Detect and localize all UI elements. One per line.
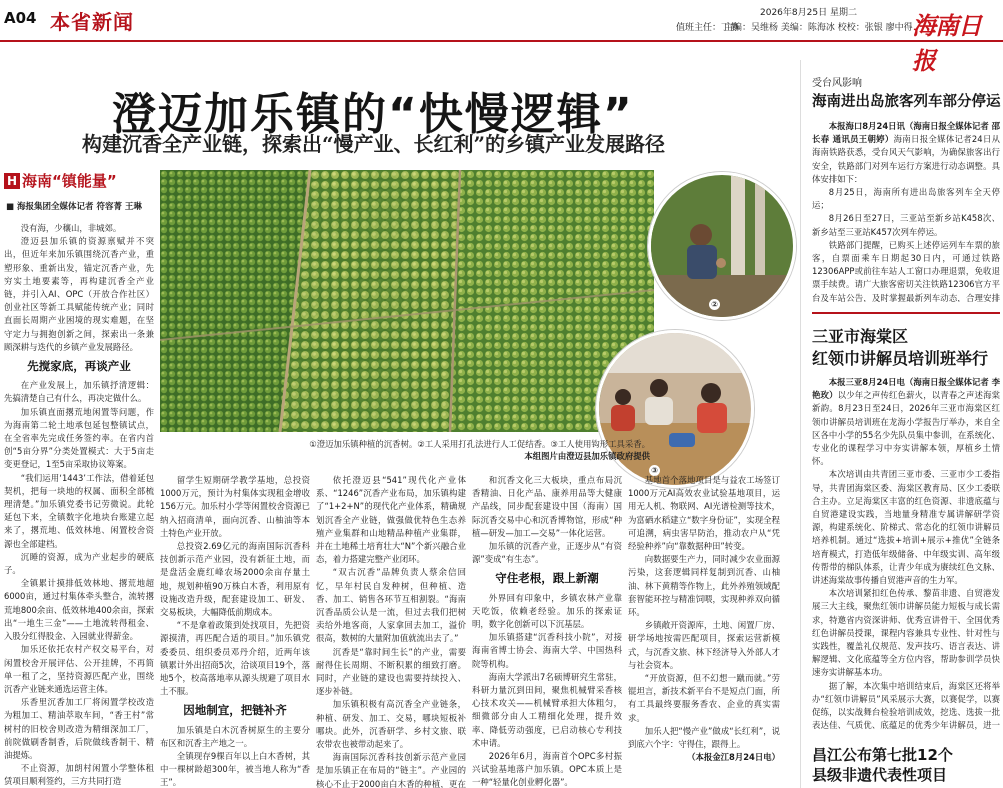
column-label [4,170,154,192]
issue-date: 2026年8月25日 星期二 [760,8,857,18]
paragraph-text: 8月25日，海南所有进出岛旅客列车全天停运； [812,187,1000,211]
page-number: A04 [4,9,37,27]
article-column-5 [628,474,780,788]
news1-body [812,120,1000,302]
paragraph: 沉香是“靠时间生长”的产业，需要耐得住长周期、不断积累的细致打磨。同时，产业链的建设也需要持续投入、逐步补链。 [316,646,466,697]
byline: （海南日报全媒体记者 李艳玫） [812,377,1000,401]
photo-badge-2: ② [709,299,720,310]
headline: 澄迈加乐镇的“快慢逻辑” [112,89,634,140]
news2-body [812,376,1000,732]
paragraph-text: 据了解，本次集中培训结束后，海棠区还将举办“红领巾讲解员”风采展示大赛，以赛促学，以赛促练，以实战舞台检验培训成效，挖选、选拔一批表达佳、气质优、底蕴足的优秀少年讲解员，进一 [812,680,1000,731]
paragraph: 不止资源，加朗村闲置小学整体租赁项目顺利签约，三方共同打造 [4,763,154,787]
byline: （海南日报全媒体记者 邵长春 通讯员王朝婷） [812,121,1000,145]
news2-title-line2: 红领巾讲解员培训班举行 [812,349,989,368]
aerial-plantation-photo [160,170,654,432]
author-line: ■ 海报集团全媒体记者 符容菁 王琳 [6,202,142,212]
news2-title-line1: 三亚市海棠区 [812,327,909,346]
photo-caption [240,438,650,462]
paragraph-text: 8月26日至27日，三亚站至新乡站K458次、新乡站至三亚站K457次列车停运。 [812,213,1000,237]
paragraph-text: 本次培训由共青团三亚市委、三亚市少工委指导，共青团海棠区委、海棠区教育局、区少工委联合主办。立足海棠区丰富的红色资源、非遗底蕴与自贸港建设实践，当地量身精准专属讲解研学资源，构建系统化、阶梯式、常态化的红领巾讲解员培养机制。通过“选拔+培训+展示+推优”全链条培育模式，打造低年级储备、中年级实训、高年级传帮带的梯队体系，让青少年成为赓续红色文脉、讲述海棠故事传播自贸港声音的生力军。 [812,469,1000,586]
paragraph: 澄迈县加乐镇的资源禀赋并不突出，但近年来加乐镇围绕沉香产业，重塑形象、重新出发，锚定沉香产业，先穷实土地要素等，再构建沉香全产业链，并引入AI、OPC（开放合作社区）创业社区等新工具赋能传统产业；同时直面长周期产业困境的现实难题，在坚守定力与拥抱创新之间，探索出一条兼顾深耕与迭代的乡镇产业发展路径。 [4,236,154,352]
paragraph: 和沉香文化三大板块，重点布局沉香精油、日化产品、康养用品等大健康产品线，同步配套建设中国（海南）国际沉香交易中心和沉香博物馆，形成“种植—研发—加工—交易”一体化运营。 [472,475,622,538]
section-heading: 先搅家底，再谈产业 [27,359,131,374]
dateline: 本报海口8月24日讯 [828,121,905,131]
paragraph: 乐香里沉香加工厂将闲置学校改造为粗加工、精油萃取车间，“香王村”常树村的旧校舍则改造为精细深加工厂，前院做刷香制香，后院做线香制干、精油提炼。 [4,697,154,760]
paragraph: 加乐镇积极有高沉香全产业链条，种植、研发、加工、交易，哪块短板补哪块。此外，沉香研学、乡村文旅、联农带农也被带动起来了。 [316,699,466,750]
paragraph: 2026年6月，海南首个OPC多村振兴试验基地落户加乐镇。OPC本质上是一种“轻量化创业孵化器”。 [472,751,622,788]
article-column-1 [4,222,154,788]
paragraph: 加乐镇搭建“沉香科技小院”，对接海南省博士协会、海南大学、中国热科院等机构。 [472,632,622,669]
section-heading: 因地制宜，把链补齐 [183,703,287,718]
paragraph: 沉睡的资源，成为产业起步的硬底子。 [4,551,154,576]
article-column-4 [472,474,622,788]
section-title: 本省新闻 [50,10,134,34]
news2-rule [812,312,1000,314]
worker-photo-circle [648,172,796,320]
paragraph: 全镇累计摸排低效林地、撂荒地超6000亩，通过村集体牵头整合，流转撂荒地800余亩、低效林地400余亩，探索出“一地生三金”——土地流转得租金、入股分红得股金、入园就业得薪金。 [4,578,154,642]
paragraph: 加乐镇直面撂荒地闲置等问题，作为海南第二轮土地承包延包整镇试点，在全省率先完成任务签约率。在省内首创“5亩分界”分类处置模式：大于5亩走变更登记，1至5亩采取协议筹案。 [4,406,154,470]
paragraph: 依托澄迈县“541”现代化产业体系、“1246”沉香产业布局，加乐镇构建了“1+2+N”的现代化产业体系，精确规划沉香全产业链，做强做优特色生态养殖产业集群和山地精品种植产业集群，并在土地稀土培育壮大“N”个新兴融合业态，着力搭建完整产业闭环。 [316,475,466,565]
paragraph: 加乐人把“慢产业”做成“长红利”，说到底六个字：守得住，跟得上。 [628,725,780,750]
paragraph: “开放资源，但不幻想一蹴而就。”劳锟坦言，新技术新平台不是短点门面，所有工具最终要服务香农、企业的真实需求。 [628,673,780,723]
paragraph: 总投资2.69亿元的海南国际沉香科技创新示范产业园，没有新征土地，而是盘活金鹿红峰农场2000余亩存量土地，规划种植90万株白木香，利用原有设施改造升级，配套建设加工、研发、交易板块，大幅降低前期成本。 [160,541,310,618]
paragraph: “不是拿着政策到处找项目，先把资源摸清，再匹配合适的项目。”加乐镇党委委员、组织委员邓丹介绍，近两年该镇累计外出招商5次，洽谈项目19个，落地5个，校高落地率从源头规避了项目水土不服。 [160,620,310,697]
column-name: 海南“镇能量” [22,172,117,190]
paragraph: （本报金江8月24日电） [687,752,780,763]
paragraph [812,186,1000,212]
photo-credit: 本组图片由澄迈县加乐镇政府提供 [524,451,650,461]
photo-badge-3: ③ [649,465,660,476]
paragraph: 加乐镇的沉香产业，正逐步从“有资源”变成“有生态”。 [472,541,622,565]
paragraph: “我们运用‘1443’工作法，借着延包契机，把每一块地的权属、面积全部梳理清楚。”加乐镇党委书记劳微说。此轮延包下来，全镇数字化地块台账建立起来了，撂荒地、低效林地、闲置校舍资源也全部建档。 [4,472,154,549]
subheadline: 构建沉香全产业链，探索出“慢产业、长红利”的乡镇产业发展路径 [82,132,666,156]
paragraph [812,468,1000,587]
paragraph: 乡镇敞开资源库，土地、闲置厂房、研学场地按需匹配项目，探索运营新模式，与沉香文旅、林下经济导入外部人才与社会资本。 [628,620,780,670]
paragraph: 在产业发展上，加乐镇抒清逻辑：先搞清楚自己有什么，再决定做什么。 [4,380,154,404]
section-heading: 守住老根，跟上新潮 [495,571,599,586]
workshop-photo-circle [596,330,754,488]
paragraph: 基地首个落地项目是与益农工场签订1000万元AI高效农业试验基地项目，运用无人机、物联网、AI光谱检测等技术，为富硒水稻建立“数字身份证”，实现全程可追溯，病虫害早防治，推动农户从“凭经验种养”向“靠数据种田”转变。 [628,475,780,552]
newspaper-logo: 海南日报 [912,11,981,75]
paragraph-text: 本次培训紧扣红色传承、黎苗非遗、自贸港发展三大主线，聚焦红领巾讲解员能力短板与成长需求，特邀省内资深讲师、优秀宣讲骨干、全国优秀红色讲解员授课，课程内容兼具专业性、针对性与实践性，覆盖礼仪规范、发声技巧、语言表达、讲解逻辑、文化底蕴等全方位内容，帮助参训学员快速夯实讲解基本功。 [812,588,1000,678]
caption-text: ①澄迈加乐镇种植的沉香树。②工人采用打孔法进行人工促结香。③工人使用钩形工具采香。 [309,439,650,449]
paragraph-text: 以少年之声传红色薪火，以青春之声述海棠新韵。8月23日至24日，2026年三亚市海棠区红领巾讲解员培训班在龙海小学报告厅举办，来自全区各中小学的55名少先队员集中参训，在系统化、专业化的课程学习中夯实讲解本领，厚植乡土情怀。 [812,390,1000,467]
article-column-2 [160,474,310,788]
paragraph [812,680,1000,732]
paragraph [812,120,1000,186]
news1-kicker: 受台风影响 [812,78,862,89]
paragraph: 全镇现存9棵百年以上白木香树，其中一棵树龄超300年，被当地人称为“香王”。 [160,751,310,788]
news3-title-line2: 县级非遗代表性项目 [812,766,948,784]
editors-line: 主编：吴维杨 美编：陈海冰 校校：张银 廖中得 [724,23,913,33]
paragraph [812,239,1000,302]
paragraph: “双古沉香”品牌负责人蔡余信回忆，早年村民自发种树，但种植、造香、加工、销售各环节互相割裂。“海南沉香品质公认是一流，但过去我们把树卖给外地客商，人家拿回去加工，溢价很高，数树的大量附加值就流出去了。” [316,567,466,644]
paragraph [812,212,1000,238]
column-tag: H [4,173,20,189]
article-column-3 [316,474,466,788]
paragraph-text: 铁路部门提醒，已购买上述停运列车车票的旅客，自票面乘车日期起30日内，可通过铁路12306APP或前往车站人工窗口办理退票，免收退票手续费。请广大旅客密切关注铁路12306官方平台及车站公告，及时掌握最新列车动态，合理安排 [812,239,1000,302]
paragraph: 留学生短期研学教学基地，总投资1000万元，预计为村集体实现租金增收156万元。加乐村小学等闲置校舍资源已纳入招商清单，面向沉香、山柚油等本土特色产业开放。 [160,475,310,538]
paragraph: 外界回有印象中，乡镇农林产业靠天吃饭，依赖老经验。加乐的探索证明，数字化创新可以下沉基层。 [472,592,622,630]
paragraph: 加乐还依托农村产权交易平台，对闲置校舍开展评估、公开挂牌，不再简单一租了之，坚持资源匹配产业，围绕沉香产业链来通选运营主体。 [4,644,154,694]
duty-editor: 值班主任：丁静 [676,23,740,33]
news1-title: 海南进出岛旅客列车部分停运 [812,94,1001,110]
paragraph: 海南大学派出7名硕博研究生常驻，科研力量沉到田间，聚焦机械臂采香核心技术攻关——机械臂承担大体粗匀，细微部分由人工精细化处理，提升效率、降低劳动强度，已启动核心专利技术申请。 [472,671,622,748]
news3-title-line1: 昌江公布第七批12个 [812,746,953,764]
paragraph [812,587,1000,679]
paragraph [812,376,1000,468]
paragraph: 向数据要生产力，同时减少农业面源污染，这套逻辑同样复制到沉香、山柚油、林下黄精等作物上，此外养殖领域配套智能环控与精准饲喂，实现种养双向循环。 [628,554,780,618]
paragraph: 加乐镇是白木沉香树原生的主要分布区和沉香主产地之一。 [160,724,310,748]
paragraph: 海南国际沉香科技创新示范产业园是加乐镇正在布局的“链主”。产业园的核心不止于2000亩白木香的种植，更在 [316,752,466,788]
paragraph-text: 海南日报全媒体记者24日从海南铁路获悉，受台风天气影响，为确保旅客出行安全，铁路部门对列车运行方案进行动态调整。具体安排如下： [812,134,1000,184]
dateline: 本报三亚8月24日电 [828,377,905,387]
column-divider [800,60,801,788]
paragraph: 没有海，少穰山，非城郊。 [20,223,122,233]
